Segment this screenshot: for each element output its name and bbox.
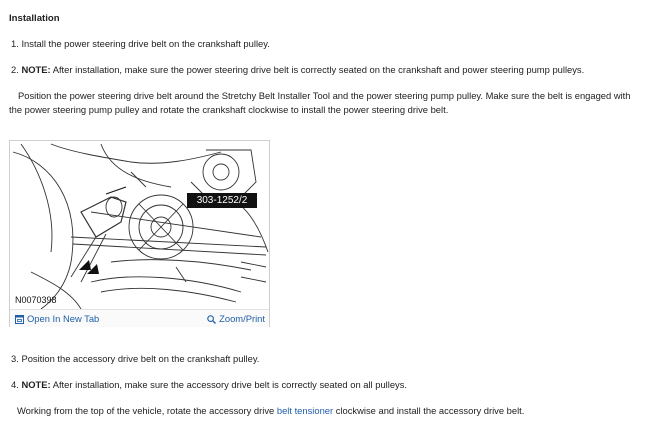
step-number: 3. [11,353,19,364]
step-text: Position the accessory drive belt on the crankshaft pulley. [21,353,260,364]
new-tab-icon [15,315,24,324]
section-heading: Installation [9,13,60,24]
figure-toolbar [10,309,269,327]
belt-installer-illustration [11,142,270,309]
figure-id: N0070398 [15,295,57,305]
step-4 [11,379,407,390]
magnifier-icon [207,315,216,324]
step-text: Install the power steering drive belt on the crankshaft pulley. [21,38,270,49]
tensioner-paragraph [17,405,524,416]
step-number: 4. [11,379,19,390]
step-text: After installation, make sure the accessory drive belt is correctly seated on all pulleys. [52,379,408,390]
note-label: NOTE: [21,379,51,390]
step-text: After installation, make sure the power steering drive belt is correctly seated on the crankshaft and power steering pump pulleys. [52,64,585,75]
tensioner-text-before: Working from the top of the vehicle, rotate the accessory drive [17,405,277,416]
zoom-print-link[interactable] [207,313,265,324]
tool-callout-label: 303-1252/2 [187,193,257,208]
belt-tensioner-link[interactable]: belt tensioner [276,405,334,416]
step-number: 1. [11,38,19,49]
step-3 [11,353,259,364]
instruction-paragraph: Position the power steering drive belt around the Stretchy Belt Installer Tool and the power steering pump pulley. Make sure the belt is engaged with the power steering pump pulley and rotate the crankshaft clockwise to install the power steering drive belt. [9,90,631,116]
step-number: 2. [11,64,19,75]
tensioner-text-after: clockwise and install the accessory drive belt. [333,405,525,416]
note-label: NOTE: [21,64,51,75]
open-in-new-tab-label: Open In New Tab [27,313,100,324]
illustration-figure [9,140,270,327]
step-1 [11,38,270,49]
step-2 [11,64,584,75]
zoom-print-label: Zoom/Print [219,313,265,324]
open-in-new-tab-link[interactable] [15,313,99,324]
